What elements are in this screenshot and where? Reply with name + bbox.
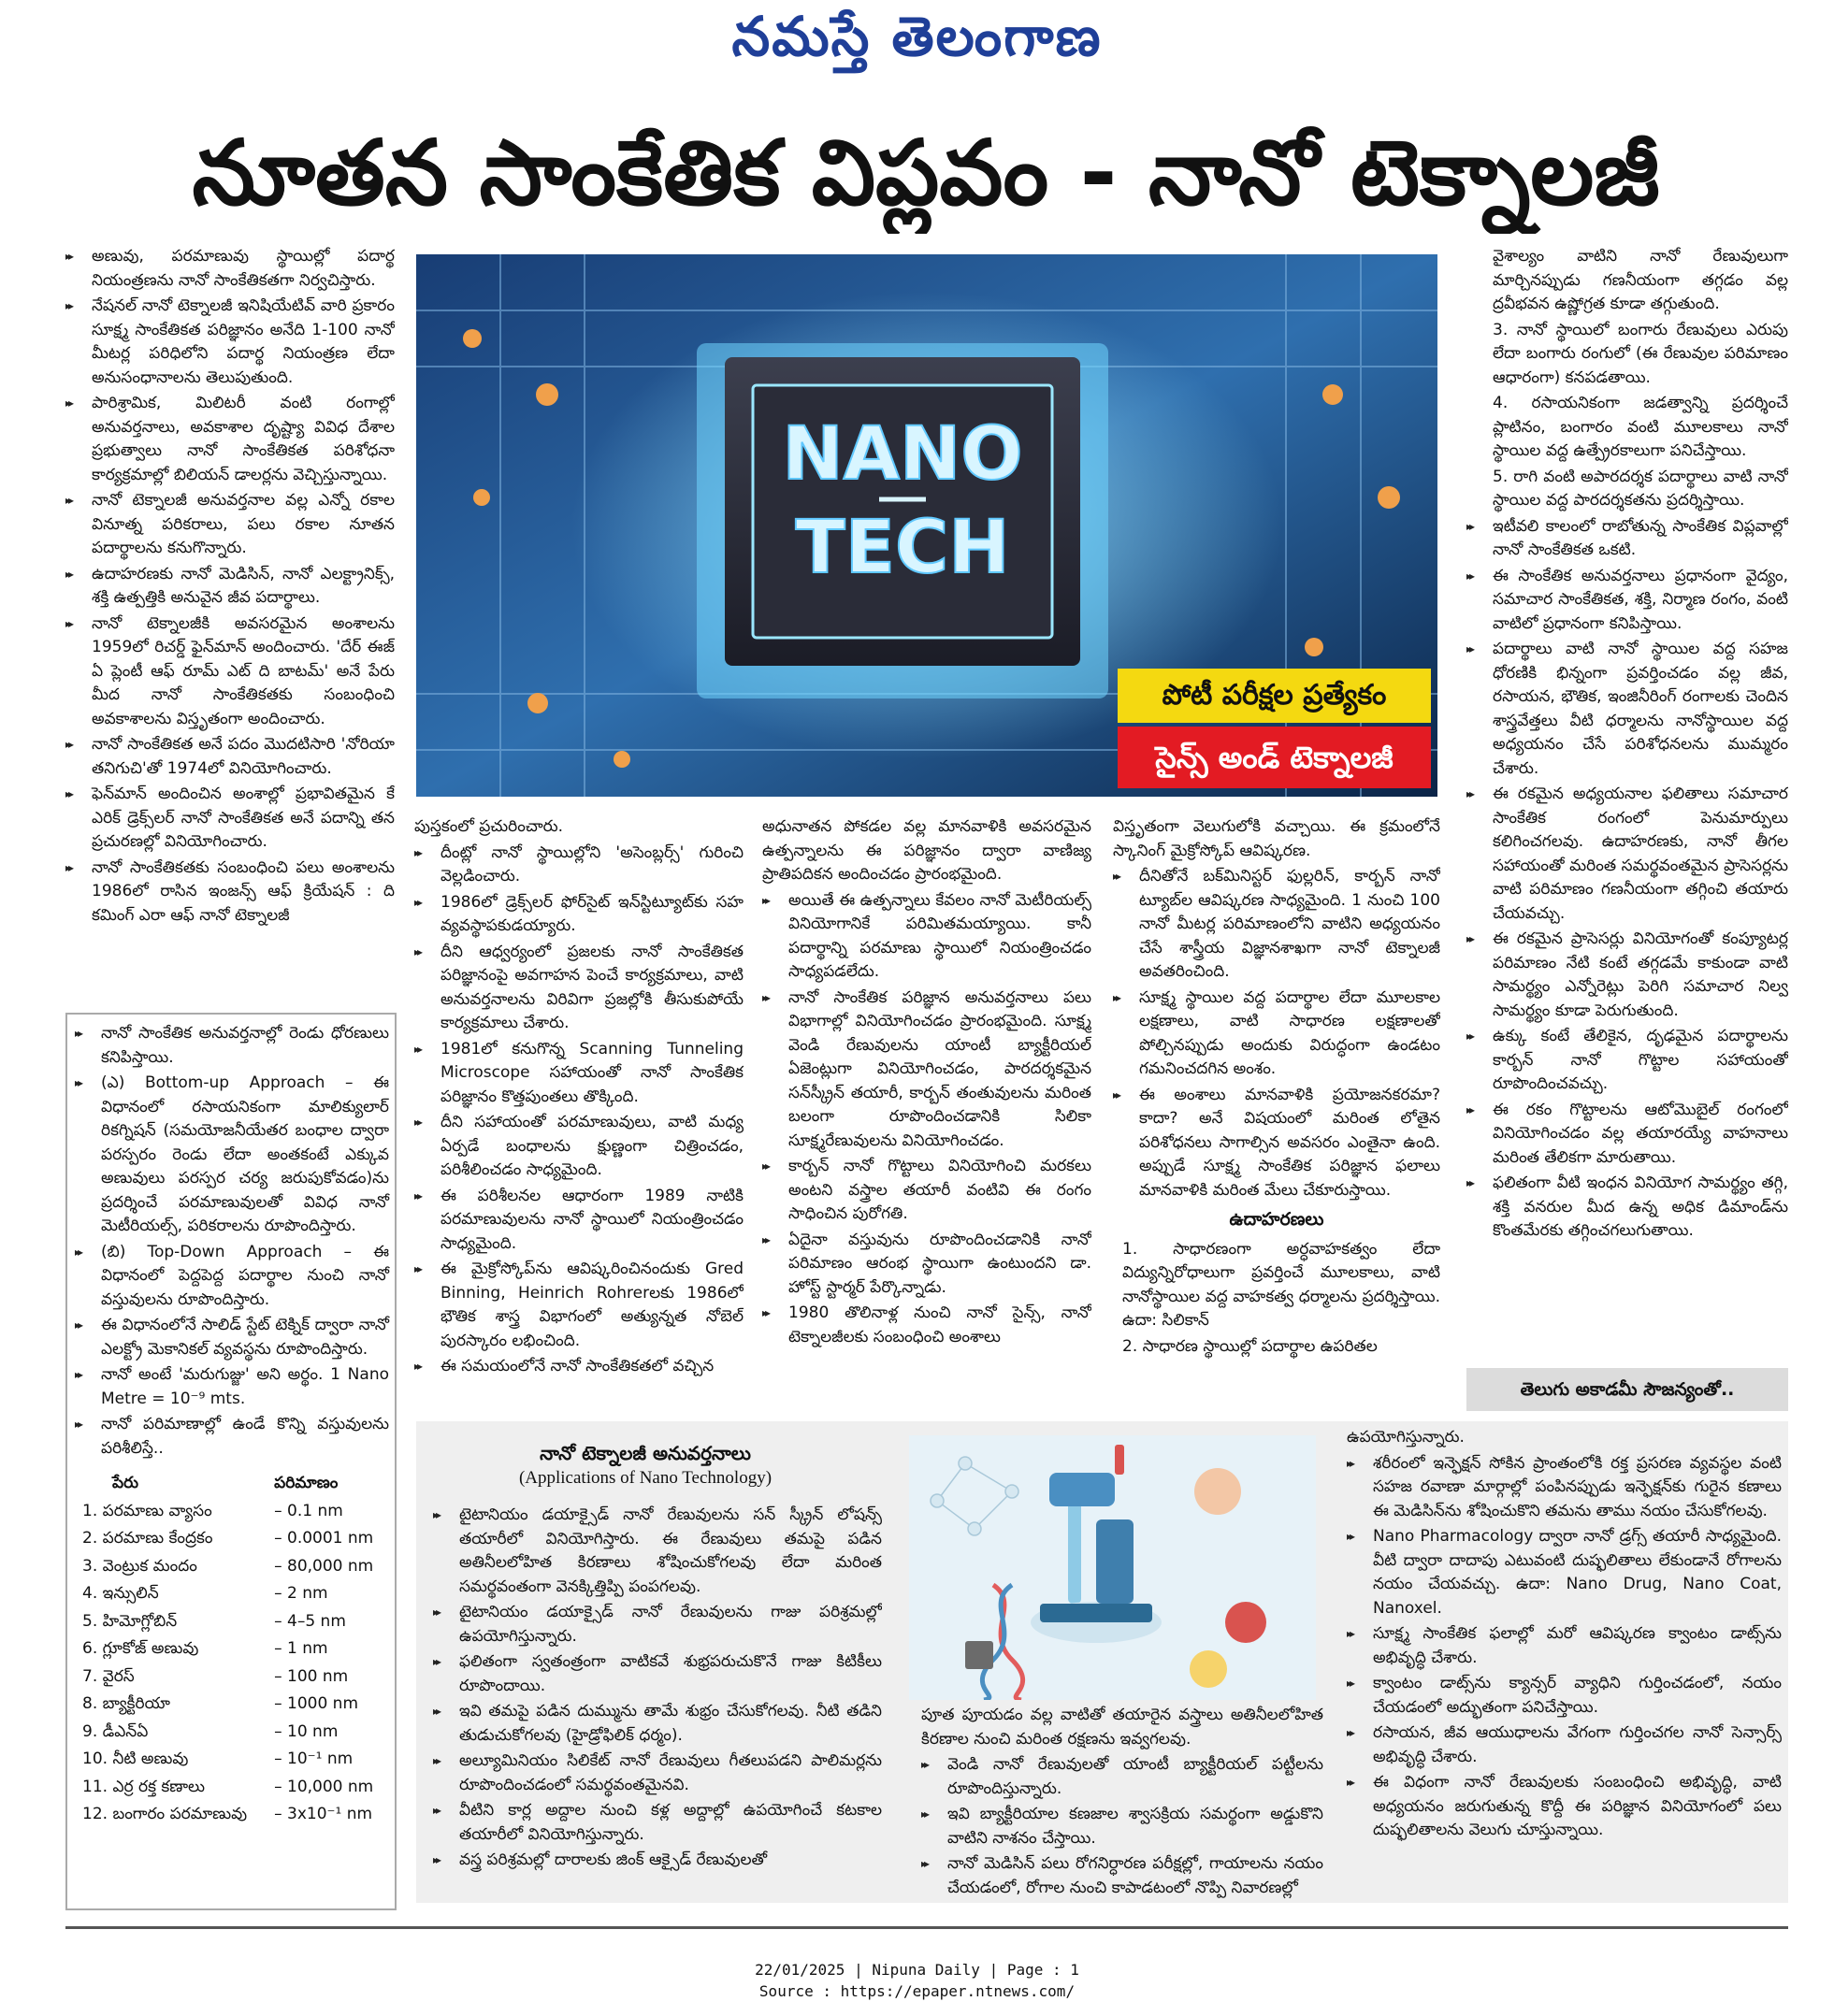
list-item: ▸▸ ఫలితంగా స్వతంత్రంగా వాటికవే శుభ్రపరుచుకొనే గాజు కిటికీలు రూపొందాయి.: [433, 1650, 882, 1698]
table-head-size: పరిమాణం: [274, 1474, 339, 1492]
size-table: [75, 1470, 389, 1829]
table-cell-name: 6. గ్లూకోజ్ అణువు: [82, 1639, 199, 1658]
applications-left-list: [433, 1504, 882, 1873]
table-row: [75, 1608, 389, 1636]
col5-list: [1466, 515, 1788, 1244]
table-row: [75, 1498, 389, 1526]
list-item: ▸▸ ఫెన్‌మాన్ అందించిన అంశాల్లో ప్రభావితమైన కే ఎరిక్ డ్రెక్స్‌లర్ నానో సాంకేతికత అనే పదాన్ని తన ప్రచురణల్లో వినియోగించారు.: [65, 783, 395, 855]
list-item: ▸▸ 1986లో డ్రెక్స్‌లర్ ఫోర్‌సైట్ ఇన్‌స్టిట్యూట్‌కు సహ వ్యవస్థాపకుడయ్యారు.: [414, 891, 744, 939]
competitive-exam-tag: పోటీ పరీక్షల ప్రత్యేకం: [1118, 669, 1431, 723]
box-list: [75, 1022, 389, 1461]
list-item: ▸▸ ఈ రకమైన అధ్యయనాల ఫలితాలు సమాచార సాంకేతిక రంగంలో పెనుమార్పులు కలిగించగలవు. ఉదాహరణకు, నానో తీగల సహాయంతో మరింత సమర్థవంతమైన ప్రాసెసర్లను వాటి పరిమాణం గణనీయంగా తగ్గించి తయారు చేయవచ్చు.: [1466, 783, 1788, 926]
list-item: ▸▸ అయితే ఈ ఉత్పన్నాలు కేవలం నానో మెటీరియల్స్ వినియోగానికే పరిమితమయ్యాయి. కానీ పదార్థాన్ని పరమాణు స్థాయిలో నియంత్రించడం సాధ్యపడలేదు.: [762, 889, 1091, 985]
list-item: ▸▸ ఈ విధంగా నానో రేణువులకు సంబంధించి అభివృద్ధి, వాటి అధ్యయనం జరుగుతున్న కొద్దీ ఈ పరిజ్ఞాన వినియోగంలో పలు దుష్ఫలితాలను వెలుగు చూస్తున్నాయి.: [1347, 1771, 1782, 1843]
chip-text-tech: TECH: [795, 506, 1010, 590]
table-cell-name: 8. బ్యాక్టీరియా: [82, 1694, 170, 1713]
list-item: ▸▸ ఈ అంశాలు మానవాళికి ప్రయోజనకరమా? కాదా? అనే విషయంలో మరింత లోతైన పరిశోధనలు సాగాల్సిన అవసరం ఎంతైనా ఉంది. అప్పుడే సూక్ష్మ సాంకేతిక పరిజ్ఞాన ఫలాలు మానవాళికి మరింత మేలు చేకూరుస్తాయి.: [1113, 1084, 1440, 1203]
applications-middle-lead: పూత పూయడం వల్ల వాటితో తయారైన వస్త్రాలు అతినీలలోహిత కిరణాల నుంచి మరింత రక్షణను ఇవ్వగలవు.: [921, 1706, 1323, 1749]
list-item: ▸▸ శరీరంలో ఇన్ఫెక్షన్ సోకిన ప్రాంతంలోకి రక్త ప్రసరణ వ్యవస్థల వంటి సహజ రవాణా మార్గాల్లో పంపినప్పుడు ఇన్ఫెక్షన్‌కు గురైన కణాలు ఈ మెడిసిన్‌ను శోషించుకొని తమను తాము నయం చేసుకోగలవు.: [1347, 1452, 1782, 1524]
applications-left: [433, 1504, 882, 1906]
list-item: ▸▸ నానో మెడిసిన్ పలు రోగనిర్ధారణ పరీక్షల్లో, గాయాలను నయం చేయడంలో, రోగాల నుంచి కాపాడటంలో నొప్పి నివారణల్లో: [921, 1852, 1323, 1900]
col2-list: [414, 842, 744, 1379]
applications-subtitle: (Applications of Nano Technology): [518, 1468, 773, 1488]
table-cell-size: – 1000 nm: [274, 1694, 359, 1713]
list-item: ▸▸ 1981లో కనుగొన్న Scanning Tunneling Microscope సహాయంతో నానో సాంకేతిక పరిజ్ఞానం కొత్తపుంతలు తొక్కింది.: [414, 1038, 744, 1110]
table-cell-name: 4. ఇన్సులిన్: [82, 1584, 159, 1603]
list-item: ▸▸ కార్బన్ నానో గొట్టాలు వినియోగించి మరకలు అంటని వస్త్రాల తయారీ వంటివి ఈ రంగం సాధించిన పురోగతి.: [762, 1155, 1091, 1227]
list-item: ▸▸ టైటానియం డయాక్సైడ్ నానో రేణువులను గాజు పరిశ్రమల్లో ఉపయోగిస్తున్నారు.: [433, 1601, 882, 1649]
list-item: ▸▸ 1980 తొలినాళ్ల నుంచి నానో సైన్స్, నానో టెక్నాలజీలకు సంబంధించి అంశాలు: [762, 1302, 1091, 1349]
table-cell-size: – 10,000 nm: [274, 1777, 374, 1796]
list-item: ▸▸ (ఎ) Bottom-up Approach – ఈ విధానంలో రసాయనికంగా మాలిక్యులార్ రికగ్నిషన్ (సమయోజనీయేతర బంధాల ద్వారా పరస్పరం రెండు లేదా అంతకంటే ఎక్కువ అణువులు పరస్పర చర్య జరుపుకోవడం)ను ప్రదర్శించే పరమాణువులతో వివిధ నానో మెటీరియల్స్, పరికరాలను రూపొందిస్తారు.: [75, 1072, 389, 1239]
list-item: ▸▸ ఈ విధానంలోనే సాలిడ్ స్టేట్ టెక్నిక్ ద్వారా నానో ఎలక్ట్రో మెకానికల్ వ్యవస్థను రూపొందిస్తారు.: [75, 1314, 389, 1361]
applications-right-lead: ఉపయోగిస్తున్నారు.: [1347, 1428, 1465, 1447]
list-item: ▸▸ వీటిని కార్ల అద్దాల నుంచి కళ్ల అద్దాల్లో ఉపయోగించే కటకాల తయారీలో వినియోగిస్తున్నారు.: [433, 1799, 882, 1847]
list-item: ▸▸ దీంట్లో నానో స్థాయిల్లోని 'అసెంబ్లర్స్' గురించి వెల్లడించారు.: [414, 842, 744, 889]
applications-middle: [921, 1704, 1323, 1905]
list-item: ▸▸ పారిశ్రామిక, మిలిటరీ వంటి రంగాల్లో అనువర్తనాలు, అవకాశాల దృష్ట్యా వివిధ దేశాల ప్రభుత్వాలు నానో సాంకేతికత పరిశోధనా కార్యక్రమాల్లో బిలియన్ డాలర్లను వెచ్చిస్తున్నాయి.: [65, 392, 395, 487]
list-item: ▸▸ ఉదాహరణకు నానో మెడిసిన్, నానో ఎలక్ట్రానిక్స్, శక్తి ఉత్పత్తికి అనువైన జీవ పదార్థాలు.: [65, 563, 395, 611]
table-cell-name: 11. ఎర్ర రక్త కణాలు: [82, 1777, 205, 1796]
column-2: [414, 815, 744, 1414]
list-item: ▸▸ నానో సాంకేతికతకు సంబంధించి పలు అంశాలను 1986లో రాసిన ఇంజన్స్ ఆఫ్ క్రియేషన్ : ది కమింగ్ ఎరా ఆఫ్ నానో టెక్నాలజీ: [65, 857, 395, 929]
example-item: 1. సాధారణంగా అర్ధవాహకత్వం లేదా విద్యున్నిరోధాలుగా ప్రవర్తించే మూలకాలు, వాటి నానోస్థాయిల వద్ద వాహకత్వ ధర్మాలను ప్రదర్శిస్తాయి. ఉదా: సిలికాన్: [1122, 1239, 1440, 1330]
list-item: ▸▸ ఈ పరిశీలనల ఆధారంగా 1989 నాటికి పరమాణువులను నానో స్థాయిలో నియంత్రించడం సాధ్యమైంది.: [414, 1185, 744, 1257]
list-item: ▸▸ ఉక్కు కంటే తేలికైన, దృఢమైన పదార్థాలను కార్బన్ నానో గొట్టాల సహాయంతో రూపొందించవచ్చు.: [1466, 1025, 1788, 1097]
examples-heading: ఉదాహరణలు: [1229, 1209, 1324, 1230]
table-cell-size: – 10 nm: [274, 1721, 339, 1741]
col5-paragraph: 3. నానో స్థాయిలో బంగారు రేణువులు ఎరుపు లేదా బంగారు రంగులో (ఈ రేణువుల పరిమాణం ఆధారంగా) కనపడతాయి.: [1493, 320, 1788, 387]
footer-source-line: Source : https://epaper.ntnews.com/: [758, 1982, 1076, 2000]
column-5: [1466, 245, 1788, 1362]
table-cell-name: 3. వెంట్రుక మందం: [82, 1556, 197, 1576]
list-item: ▸▸ ఇవి బ్యాక్టీరియాల కణజాల శ్వాసక్రియ సమర్థంగా అడ్డుకొని వాటిని నాశనం చేస్తాయి.: [921, 1803, 1323, 1850]
table-row: [75, 1774, 389, 1802]
list-item: ▸▸ (బి) Top-Down Approach – ఈ విధానంలో పెద్దపెద్ద పదార్థాల నుంచి నానో వస్తువులను రూపొందిస్తారు.: [75, 1241, 389, 1313]
list-item: ▸▸ అల్యూమినియం సిలికేట్ నానో రేణువులు గీతలుపడని పాలిమర్లను రూపొందించడంలో సమర్థవంతమైనవి.: [433, 1750, 882, 1797]
example-item: 2. సాధారణ స్థాయిల్లో పదార్థాల ఉపరితల: [1122, 1336, 1378, 1356]
chip-text-nano: NANO: [782, 412, 1023, 497]
table-cell-size: – 3x10⁻¹ nm: [274, 1805, 373, 1823]
list-item: ▸▸ నానో టెక్నాలజీకి అవసరమైన అంశాలను 1959లో రిచర్డ్ ఫైన్‌మాన్ అందించారు. 'దేర్ ఈజ్ ఏ ప్లెంటీ ఆఫ్ రూమ్ ఎట్ ది బాటమ్' అనే పేరు మీద నానో సాంకేతికతకు సంబంధించి అవకాశాలను విస్తృతంగా అందించారు.: [65, 612, 395, 732]
col3-lead: అధునాతన పోకడల వల్ల మానవాళికి అవసరమైన ఉత్పన్నాలను ఈ పరిజ్ఞానం ద్వారా వాణిజ్య ప్రాతిపదికన అందించడం ప్రారంభమైంది.: [762, 817, 1091, 884]
list-item: ▸▸ క్వాంటం డాట్స్‌ను క్యాన్సర్ వ్యాధిని గుర్తించడంలో, నయం చేయడంలో అద్భుతంగా పనిచేస్తాయి.: [1347, 1672, 1782, 1720]
list-item: ▸▸ నానో పరిమాణాల్లో ఉండే కొన్ని వస్తువులను పరిశీలిస్తే..: [75, 1413, 389, 1461]
list-item: ▸▸ ఈ సమయంలోనే నానో సాంకేతికతలో వచ్చిన: [414, 1355, 744, 1379]
list-item: ▸▸ నానో సాంకేతిక పరిజ్ఞాన అనువర్తనాలు పలు విభాగాల్లో వినియోగించడం ప్రారంభమైంది. సూక్ష్మ వెండి రేణువులను యాంటీ బ్యాక్టీరియల్ ఏజెంట్లుగా వినియోగించడం, పారదర్శకమైన సన్‌స్క్రీన్ తయారీ, కార్బన్ తంతువులను మరింత బలంగా రూపొందించడానికి సిలికా సూక్ష్మరేణువులను వినియోగించడం.: [762, 986, 1091, 1154]
applications-title: నానో టెక్నాలజీ అనువర్తనాలు: [540, 1442, 751, 1464]
table-row: [75, 1580, 389, 1608]
list-item: ▸▸ దీని సహాయంతో పరమాణువులు, వాటి మధ్య ఏర్పడే బంధాలను క్షుణ్ణంగా చిత్రించడం, పరిశీలించడం సాధ్యమైంది.: [414, 1111, 744, 1183]
table-row: [75, 1663, 389, 1692]
table-row: [75, 1525, 389, 1553]
list-item: ▸▸ నానో అంటే 'మరుగుజ్జు' అని అర్థం. 1 Nano Metre = 10⁻⁹ mts.: [75, 1363, 389, 1411]
table-row: [75, 1691, 389, 1719]
nano-medicine-illustration: [909, 1435, 1316, 1700]
col5-paragraph: 5. రాగి వంటి అపారదర్శక పదార్థాలు వాటి నానో స్థాయిల వద్ద పారదర్శకతను ప్రదర్శిస్తాయి.: [1493, 467, 1788, 510]
applications-right-list: [1347, 1452, 1782, 1843]
list-item: ▸▸ నానో సాంకేతికత అనే పదం మొదటిసారి 'నోరియా తనిగుచి'తో 1974లో వినియోగించారు.: [65, 733, 395, 781]
approaches-box: [65, 1013, 397, 1910]
science-tech-tag: సైన్స్ అండ్ టెక్నాలజీ: [1118, 727, 1431, 788]
table-cell-size: – 2 nm: [274, 1584, 328, 1603]
list-item: ▸▸ నానో సాంకేతిక అనువర్తనాల్లో రెండు ధోరణులు కనిపిస్తాయి.: [75, 1022, 389, 1070]
table-cell-name: 7. వైరస్: [82, 1666, 135, 1686]
list-item: ▸▸ ఈ రకమైన ప్రాసెసర్లు వినియోగంతో కంప్యూటర్ల పరిమాణం నేటి కంటే తగ్గడమే కాకుండా వాటి సామర్థ్యం ఎన్నోరెట్లు పెరిగి సమాచార నిల్వ సామర్థ్యం కూడా పెరుగుతుంది.: [1466, 928, 1788, 1023]
table-cell-name: 5. హిమోగ్లోబిన్: [82, 1611, 178, 1631]
col3-list: [762, 889, 1091, 1350]
list-item: ▸▸ నేషనల్ నానో టెక్నాలజీ ఇనిషియేటివ్ వారి ప్రకారం సూక్ష్మ సాంకేతికత పరిజ్ఞానం అనేది 1-100 నానో మీటర్ల పరిధిలోని పదార్థ నియంత్రణ లేదా అనుసంధానాలను తెలుపుతుంది.: [65, 295, 395, 390]
table-cell-name: 1. పరమాణు వ్యాసం: [82, 1501, 212, 1520]
table-cell-size: – 10⁻¹ nm: [274, 1750, 354, 1768]
list-item: ▸▸ అణువు, పరమాణువు స్థాయిల్లో పదార్థ నియంత్రణను నానో సాంకేతికతగా నిర్వచిస్తారు.: [65, 245, 395, 293]
list-item: ▸▸ ఈ సాంకేతిక అనువర్తనాలు ప్రధానంగా వైద్యం, సమాచార సాంకేతికత, శక్తి, నిర్మాణ రంగం, వంటి వాటిలో ప్రధానంగా కనిపిస్తాయి.: [1466, 565, 1788, 637]
list-item: ▸▸ సూక్ష్మ సాంకేతిక ఫలాల్లో మరో ఆవిష్కరణ క్వాంటం డాట్స్‌ను అభివృద్ధి చేశారు.: [1347, 1622, 1782, 1670]
list-item: ▸▸ సూక్ష్మ స్థాయిల వద్ద పదార్థాల లేదా మూలకాల లక్షణాలు, వాటి సాధారణ లక్షణాలతో పోల్చినప్పుడు అందుకు విరుద్ధంగా ఉండటం గమనించదగిన అంశం.: [1113, 986, 1440, 1082]
list-item: ▸▸ దీని ఆధ్వర్యంలో ప్రజలకు నానో సాంకేతికత పరిజ్ఞానంపై అవగాహన పెంచే కార్యక్రమాలు, వాటి అనువర్తనాలను విరివిగా ప్రజల్లోకి తీసుకుపోయే కార్యక్రమాలు చేశారు.: [414, 941, 744, 1036]
footer-rule: [65, 1926, 1788, 1929]
applications-right: [1347, 1426, 1782, 1903]
list-item: ▸▸ ఈ మైక్రోస్కోప్‌ను ఆవిష్కరించినందుకు Gred Binning, Heinrich Rohrerలకు 1986లో భౌతిక శాస్త్ర విభాగంలో అత్యున్నత నోబెల్ పురస్కారం లభించింది.: [414, 1258, 744, 1353]
table-cell-size: – 1 nm: [274, 1639, 328, 1658]
list-item: ▸▸ టైటానియం డయాక్సైడ్ నానో రేణువులను సన్ స్క్రీన్ లోషన్స్ తయారీలో వినియోగిస్తారు. ఈ రేణువులు తమపై పడిన అతినీలలోహిత కిరణాలు శోషించుకోగలవు లేదా మరింత సమర్థవంతంగా వెనక్కిత్తిప్పి పంపగలవు.: [433, 1504, 882, 1599]
table-cell-size: – 80,000 nm: [274, 1556, 374, 1576]
col1-list: [65, 245, 395, 928]
table-cell-size: – 0.1 nm: [274, 1501, 343, 1520]
masthead: నమస్తే తెలంగాణ: [731, 5, 1103, 68]
table-row: [75, 1553, 389, 1581]
column-1: [65, 245, 395, 1001]
list-item: ▸▸ నానో టెక్నాలజీ అనువర్తనాల వల్ల ఎన్నో రకాల వినూత్న పరికరాలు, పలు రకాల నూతన పదార్థాలను కనుగొన్నారు.: [65, 489, 395, 561]
table-row: [75, 1801, 389, 1829]
table-cell-size: – 4–5 nm: [274, 1611, 346, 1631]
table-cell-size: – 0.0001 nm: [274, 1529, 374, 1548]
col5-paragraph: వైశాల్యం వాటిని నానో రేణువులుగా మార్చినప్పుడు గణనీయంగా తగ్గడం వల్ల ద్రవీభవన ఉష్ణోగ్రత కూడా తగ్గుతుంది.: [1493, 247, 1788, 313]
col5-paragraph: 4. రసాయనికంగా జడత్వాన్ని ప్రదర్శించే ప్లాటినం, బంగారం వంటి మూలకాలు నానో స్థాయిల వద్ద ఉత్ప్రేరకాలుగా పనిచేస్తాయి.: [1493, 394, 1788, 460]
table-row: [75, 1719, 389, 1747]
list-item: ▸▸ రసాయన, జీవ ఆయుధాలను వేగంగా గుర్తించగల నానో సెన్సార్స్ అభివృద్ధి చేశారు.: [1347, 1721, 1782, 1769]
list-item: ▸▸ ఈ రకం గొట్టాలను ఆటోమొబైల్ రంగంలో వినియోగించడం వల్ల తయారయ్యే వాహనాలు మరింత తేలికగా మారుతాయి.: [1466, 1099, 1788, 1171]
headline: నూతన సాంకేతిక విప్లవం - నానో టెక్నాలజీ: [192, 121, 1660, 225]
col4-list: [1113, 865, 1440, 1202]
list-item: ▸▸ ఫలితంగా వీటి ఇంధన వినియోగ సామర్థ్యం తగ్గి, శక్తి వనరుల మీద ఉన్న అధిక డిమాండ్‌ను కొంతమేరకు తగ్గించగలుగుతాయి.: [1466, 1172, 1788, 1244]
list-item: ▸▸ వస్త్ర పరిశ్రమల్లో దారాలకు జింక్ ఆక్సైడ్ రేణువులతో: [433, 1849, 882, 1873]
col4-lead: విస్తృతంగా వెలుగులోకి వచ్చాయి. ఈ క్రమంలోనే స్కానింగ్ మైక్రోస్కోప్ ఆవిష్కరణ.: [1113, 817, 1440, 860]
table-row: [75, 1746, 389, 1774]
col2-lead: పుస్తకంలో ప్రచురించారు.: [414, 817, 563, 836]
telugu-academy-credit: తెలుగు అకాడమీ సౌజన్యంతో..: [1466, 1368, 1788, 1411]
list-item: ▸▸ ఇటీవలి కాలంలో రాబోతున్న సాంకేతిక విప్లవాల్లో నానో సాంకేతికత ఒకటి.: [1466, 515, 1788, 563]
table-head-name: పేరు: [112, 1474, 139, 1492]
table-cell-name: 9. డీఎన్‌ఏ: [82, 1721, 149, 1741]
table-cell-size: – 100 nm: [274, 1666, 349, 1686]
applications-middle-list: [921, 1753, 1323, 1900]
list-item: ▸▸ ఏదైనా వస్తువును రూపొందించడానికి నానో పరిమాణం ఆరంభ స్థాయిగా ఉంటుందని డా. హోస్ట్ స్టార్మర్ పేర్కొన్నాడు.: [762, 1229, 1091, 1301]
list-item: ▸▸ పదార్థాలు వాటి నానో స్థాయిల వద్ద సహజ ధోరణికి భిన్నంగా ప్రవర్తించడం వల్ల జీవ, రసాయన, భౌతిక, ఇంజినీరింగ్ రంగాలకు చెందిన శాస్త్రవేత్తలు వీటి ధర్మాలను నానోస్థాయిల వద్ద అధ్యయనం చేసే పరిశోధనలను ముమ్మరం చేశారు.: [1466, 638, 1788, 781]
table-cell-name: 12. బంగారం పరమాణువు: [82, 1805, 248, 1823]
column-4: [1113, 815, 1440, 1414]
list-item: ▸▸ దీనితోనే బక్‌మినిస్టర్ ఫుల్లరిన్, కార్బన్ నానో ట్యూబ్‌ల ఆవిష్కరణ సాధ్యమైంది. 1 నుంచి 100 నానో మీటర్ల పరిమాణంలోని వాటిని అధ్యయనం చేసే శాస్త్రీయ విజ్ఞానశాఖగా నానో టెక్నాలజీ అవతరించింది.: [1113, 865, 1440, 985]
list-item: ▸▸ ఇవి తమపై పడిన దుమ్మును తామే శుభ్రం చేసుకోగలవు. నీటి తడిని తుడుచుకోగలవు (హైడ్రోఫిలిక్ ధర్మం).: [433, 1700, 882, 1748]
table-row: [75, 1635, 389, 1663]
list-item: ▸▸ వెండి నానో రేణువులతో యాంటీ బ్యాక్టీరియల్ పట్టీలను రూపొందిస్తున్నారు.: [921, 1753, 1323, 1801]
footer-date-line: 22/01/2025 | Nipuna Daily | Page : 1: [755, 1961, 1079, 1979]
table-cell-name: 10. నీటి అణువు: [82, 1750, 189, 1768]
list-item: ▸▸ Nano Pharmacology ద్వారా నానో డ్రగ్స్ తయారీ సాధ్యమైంది. వీటి ద్వారా దాదాపు ఎటువంటి దుష్ఫలితాలు లేకుండానే రోగాలను నయం చేయవచ్చు. ఉదా: Nano Drug, Nano Coat, Nanoxel.: [1347, 1525, 1782, 1620]
column-3: [762, 815, 1091, 1414]
table-cell-name: 2. పరమాణు కేంద్రకం: [82, 1529, 213, 1548]
